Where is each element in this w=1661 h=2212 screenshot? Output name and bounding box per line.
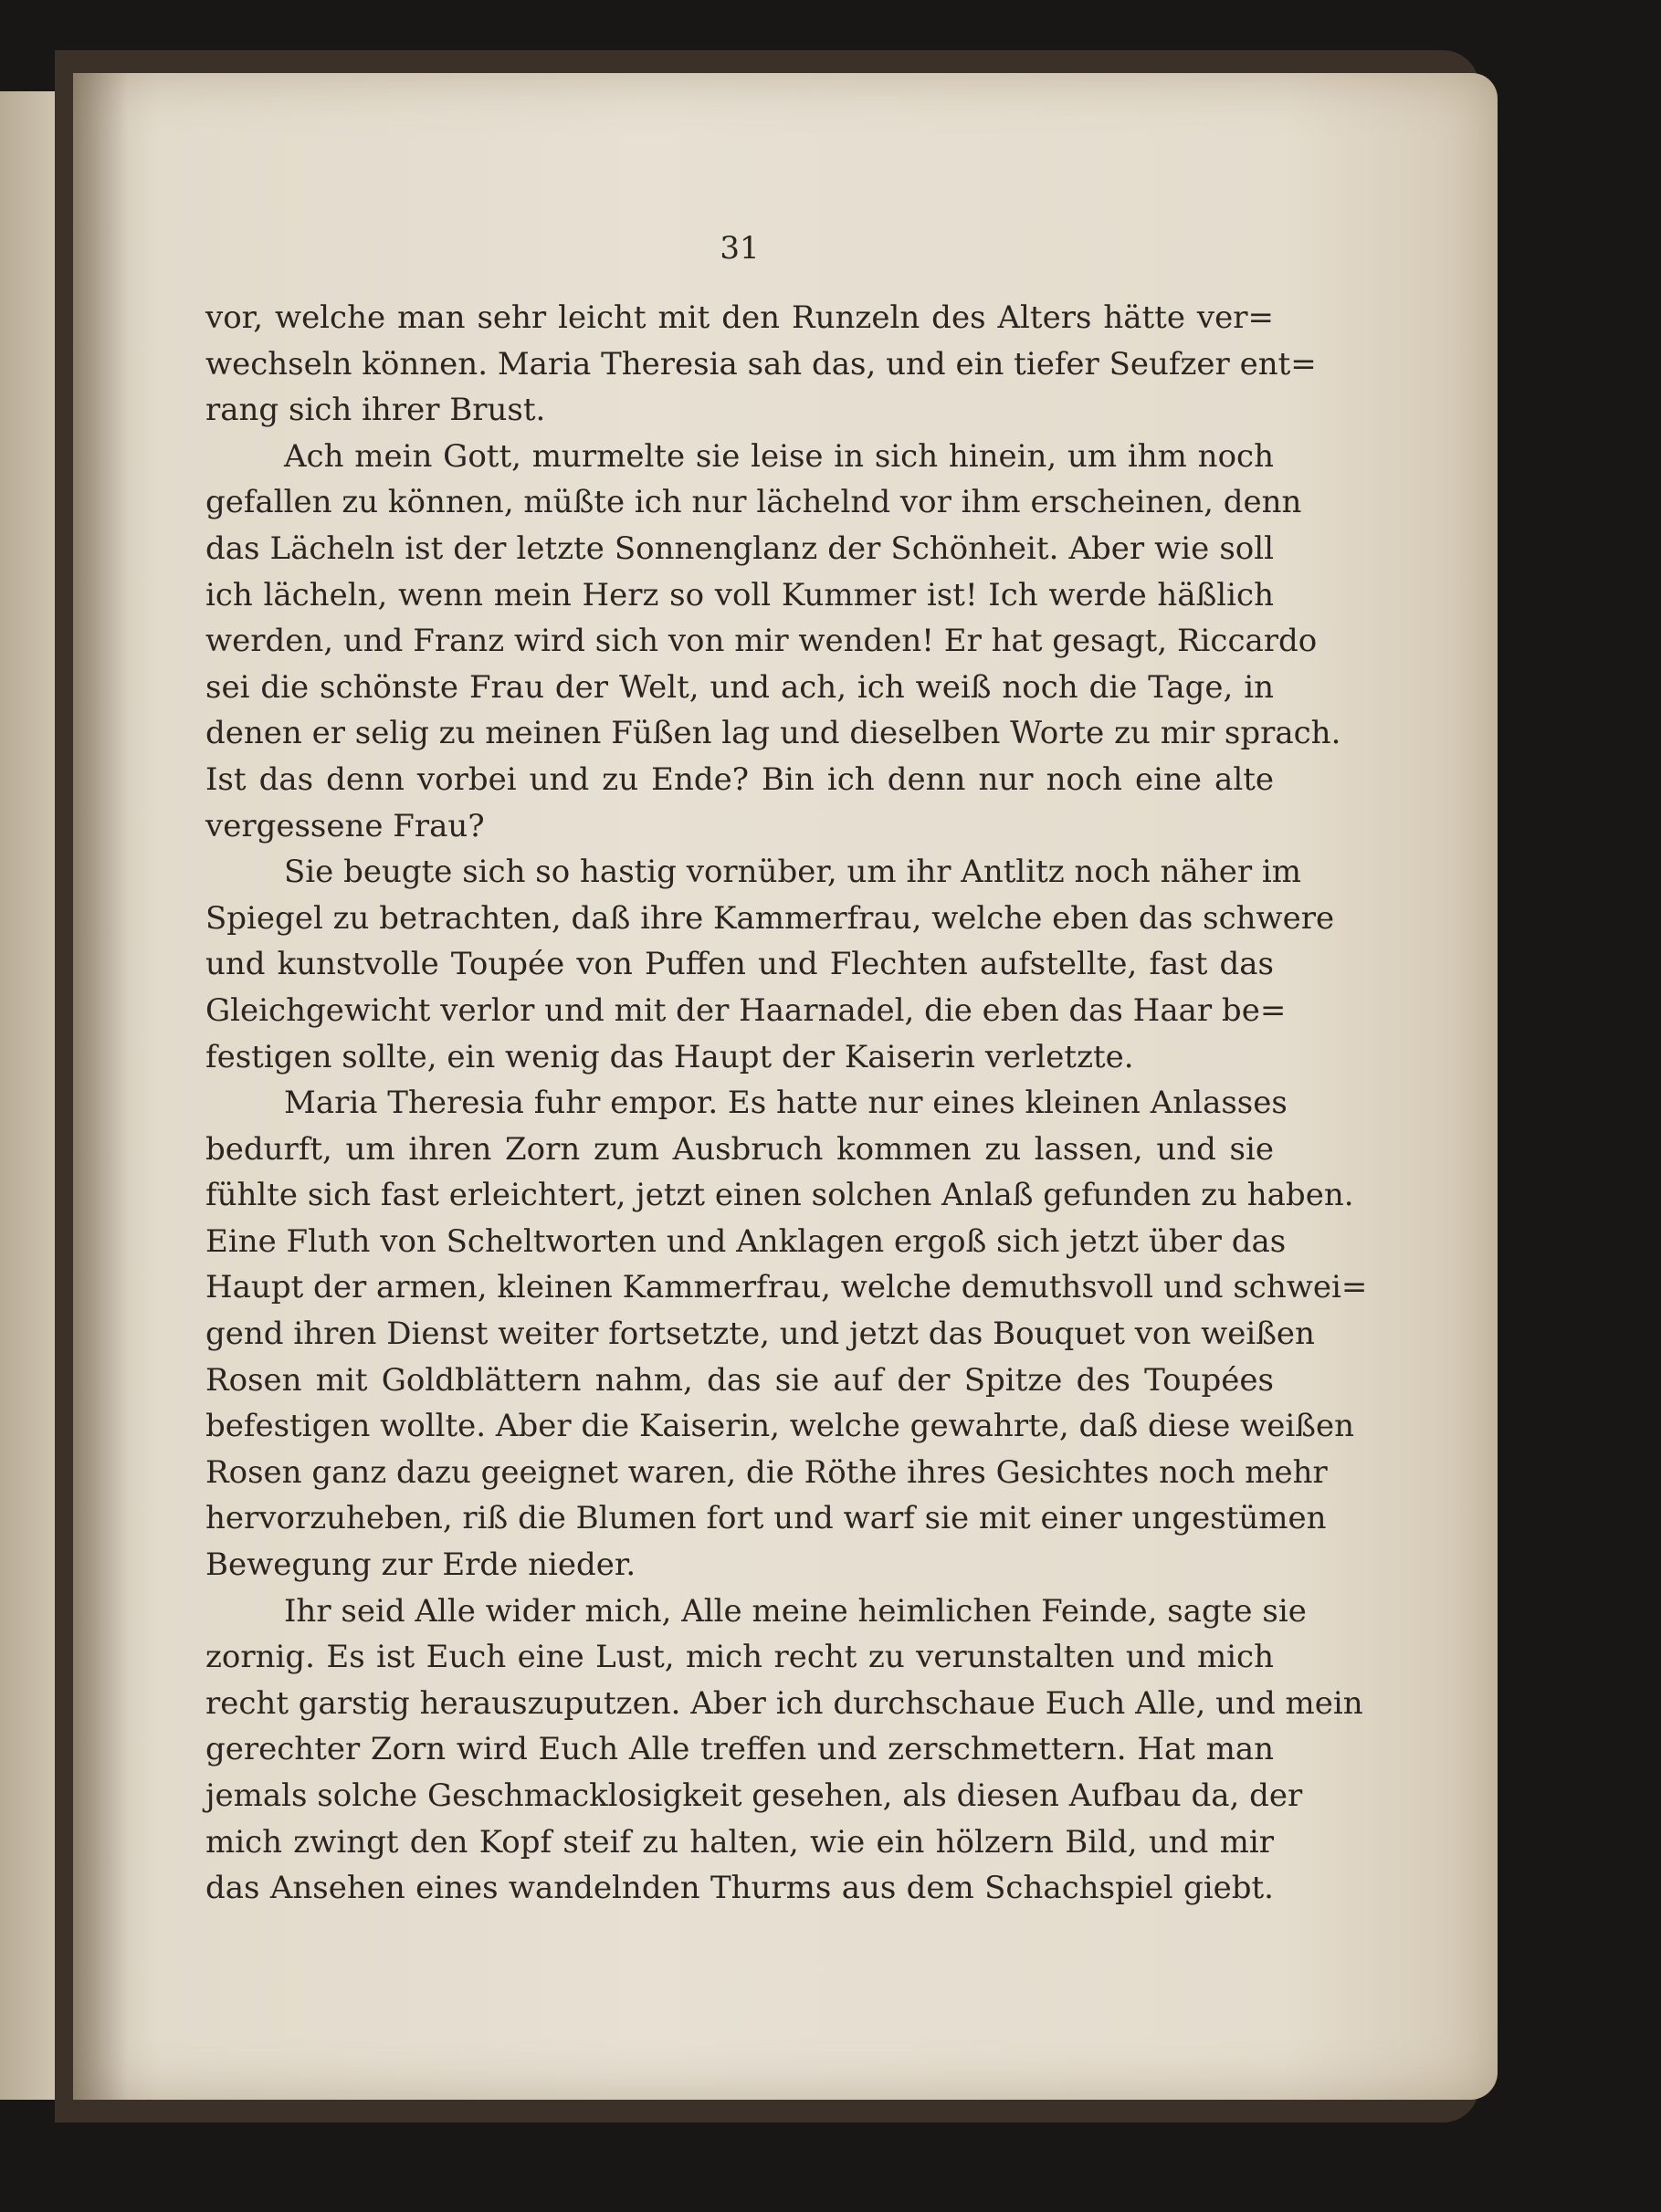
text-line: Maria Theresia fuhr empor. Es hatte nur eines kleinen Anlasses [284, 1085, 1288, 1122]
text-line: Rosen mit Goldblättern nahm, das sie auf der Spitze des Toupées [205, 1361, 1274, 1399]
text-line: Gleichgewicht verlor und mit der Haarnadel, die eben das Haar be= [205, 991, 1287, 1029]
text-line: gefallen zu können, müßte ich nur lächelnd vor ihm erscheinen, denn [205, 484, 1302, 521]
text-line: Spiegel zu betrachten, daß ihre Kammerfrau, welche eben das schwere [205, 899, 1335, 937]
text-line: recht garstig herauszuputzen. Aber ich durchschaue Euch Alle, und mein [205, 1684, 1363, 1722]
text-line: gerechter Zorn wird Euch Alle treffen und zerschmettern. Hat man [205, 1731, 1274, 1768]
body-text [205, 295, 1368, 1912]
gutter-shadow [73, 73, 128, 2100]
text-line: befestigen wollte. Aber die Kaiserin, welche gewahrte, daß diese weißen [205, 1408, 1354, 1445]
text-line: gend ihren Dienst weiter fortsetzte, und jetzt das Bouquet von weißen [205, 1316, 1315, 1353]
text-line: Sie beugte sich so hastig vornüber, um ihr Antlitz noch näher im [284, 854, 1301, 891]
text-line: wechseln können. Maria Theresia sah das, und ein tiefer Seufzer ent= [205, 345, 1317, 383]
text-line: fühlte sich fast erleichtert, jetzt einen solchen Anlaß gefunden zu haben. [205, 1177, 1354, 1214]
text-line: rang sich ihrer Brust. [205, 392, 546, 429]
text-line: Haupt der armen, kleinen Kammerfrau, welche demuthsvoll und schwei= [205, 1269, 1368, 1306]
text-line: werden, und Franz wird sich von mir wenden! Er hat gesagt, Riccardo [205, 623, 1318, 660]
text-line: jemals solche Geschmacklosigkeit gesehen, als diesen Aufbau da, der [205, 1777, 1303, 1814]
text-line: hervorzuheben, riß die Blumen fort und warf sie mit einer ungestümen [205, 1500, 1327, 1537]
text-line: Ach mein Gott, murmelte sie leise in sich hinein, um ihm noch [284, 437, 1274, 475]
text-line: das Lächeln ist der letzte Sonnenglanz der Schönheit. Aber wie soll [205, 529, 1274, 567]
text-line: vergessene Frau? [205, 807, 485, 844]
text-line: Bewegung zur Erde nieder. [205, 1546, 636, 1584]
text-line: Ist das denn vorbei und zu Ende? Bin ich denn nur noch eine alte [205, 760, 1274, 798]
text-line: Eine Fluth von Scheltworten und Anklagen ergoß sich jetzt über das [205, 1222, 1287, 1260]
text-line: das Ansehen eines wandelnden Thurms aus dem Schachspiel giebt. [205, 1870, 1274, 1907]
text-line: sei die schönste Frau der Welt, und ach, ich weiß noch die Tage, in [205, 668, 1274, 706]
text-line: Rosen ganz dazu geeignet waren, die Röthe ihres Gesichtes noch mehr [205, 1453, 1328, 1491]
text-line: zornig. Es ist Euch eine Lust, mich recht zu verunstalten und mich [205, 1639, 1274, 1676]
page-number: 31 [720, 230, 760, 267]
text-line: ich lächeln, wenn mein Herz so voll Kummer ist! Ich werde häßlich [205, 576, 1274, 613]
text-line: festigen sollte, ein wenig das Haupt der Kaiserin verletzte. [205, 1038, 1134, 1075]
text-line: Ihr seid Alle wider mich, Alle meine heimlichen Feinde, sagte sie [284, 1592, 1307, 1630]
text-line: mich zwingt den Kopf steif zu halten, wie ein hölzern Bild, und mir [205, 1823, 1274, 1861]
text-line: vor, welche man sehr leicht mit den Runzeln des Alters hätte ver= [205, 299, 1274, 336]
text-line: denen er selig zu meinen Füßen lag und dieselben Worte zu mir sprach. [205, 715, 1341, 752]
text-line: bedurft, um ihren Zorn zum Ausbruch kommen zu lassen, und sie [205, 1130, 1274, 1168]
text-line: und kunstvolle Toupée von Puffen und Flechten aufstellte, fast das [205, 946, 1274, 983]
